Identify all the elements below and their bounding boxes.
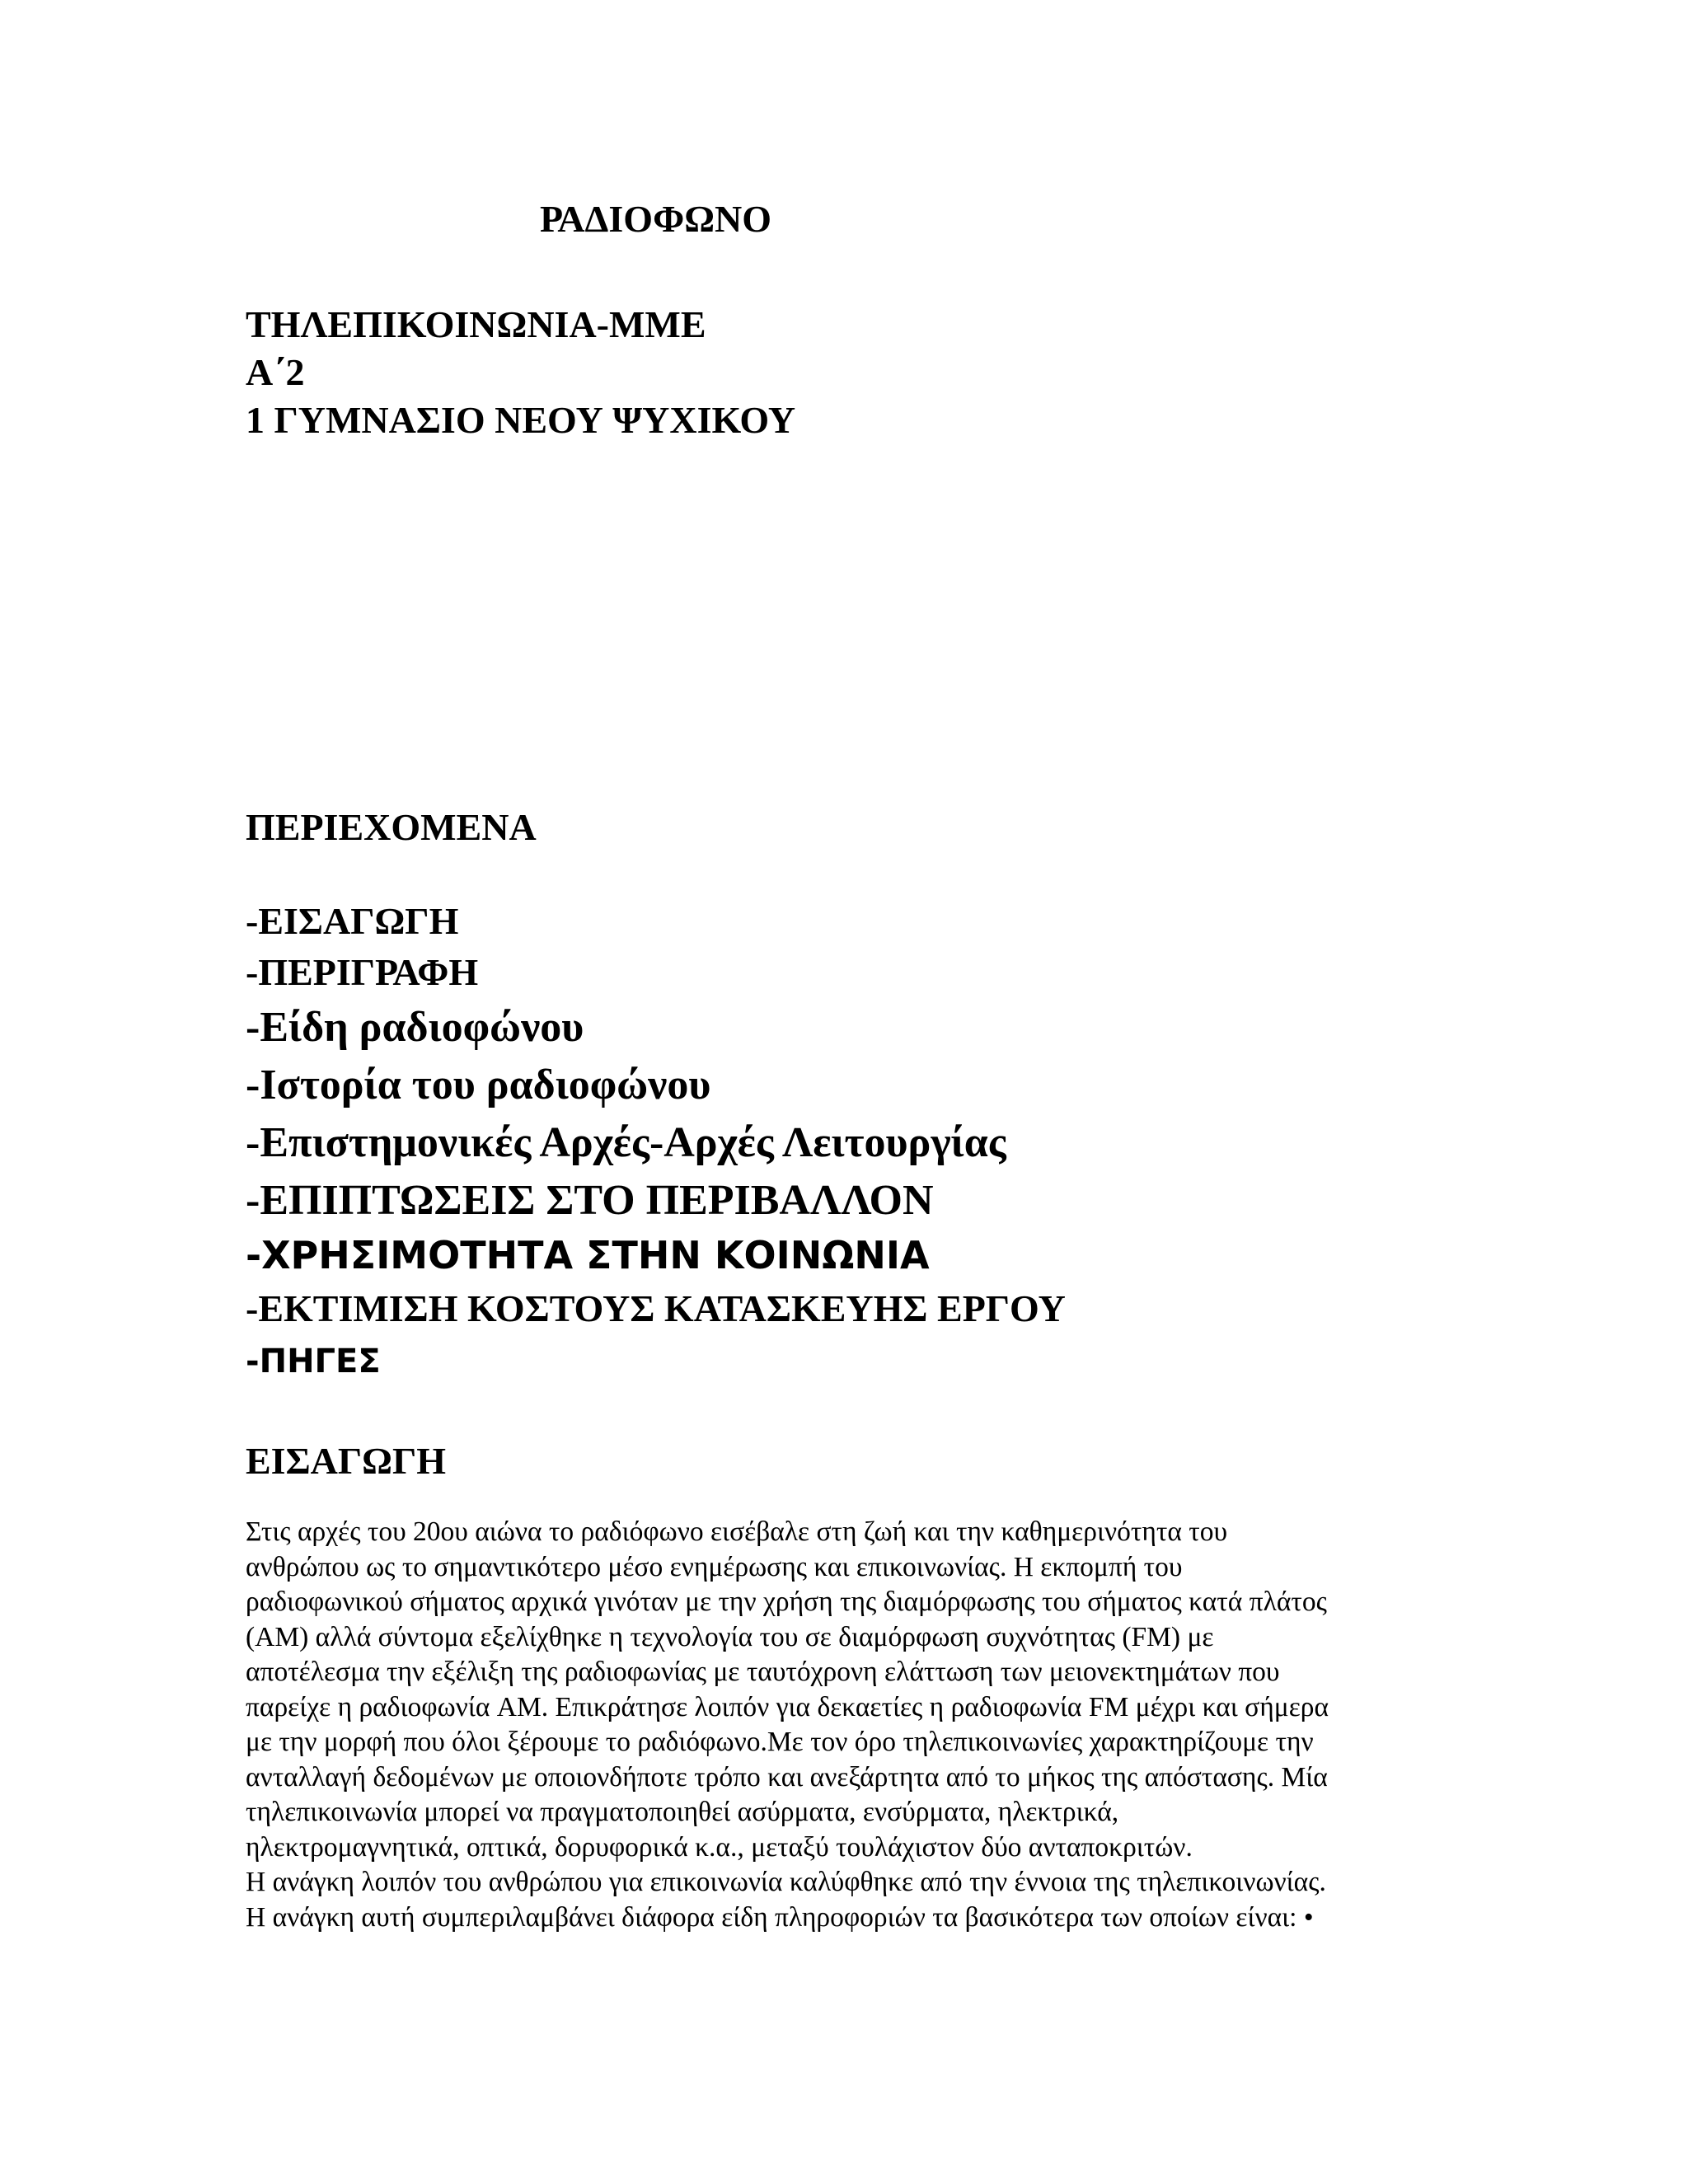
- toc-item-description: -ΠΕΡΙΓΡΑΦΗ: [246, 951, 479, 993]
- paragraph-line: (AM) αλλά σύντομα εξελίχθηκε η τεχνολογία του σε διαμόρφωση συχνότητας (FM) με: [246, 1621, 1214, 1652]
- paragraph-line: ανθρώπου ως το σημαντικότερο μέσο ενημέρωσης και επικοινωνίας. Η εκπομπή του: [246, 1551, 1183, 1582]
- toc-heading: ΠΕΡΙΕΧΟΜΕΝΑ: [246, 806, 537, 848]
- section-heading-introduction: ΕΙΣΑΓΩΓΗ: [246, 1440, 447, 1482]
- paragraph-line: ηλεκτρομαγνητικά, οπτικά, δορυφορικά κ.α., μεταξύ τουλάχιστον δύο ανταποκριτών.: [246, 1831, 1193, 1863]
- paragraph-line: με την μορφή που όλοι ξέρουμε το ραδιόφωνο.Με τον όρο τηλεπικοινωνίες χαρακτηρίζουμε την: [246, 1727, 1314, 1757]
- paragraph-line: Η ανάγκη λοιπόν του ανθρώπου για επικοινωνία καλύφθηκε από την έννοια της τηλεπικοινωνίας.: [246, 1867, 1326, 1897]
- toc-item-environmental-impact: -ΕΠΙΠΤΩΣΕΙΣ ΣΤΟ ΠΕΡΙΒΑΛΛΟΝ: [246, 1177, 934, 1224]
- toc-item-scientific-principles: -Επιστημονικές Αρχές-Αρχές Λειτουργίας: [246, 1119, 1006, 1166]
- toc-item-sources: -ΠΗΓΕΣ: [246, 1343, 381, 1380]
- header-school: 1 ΓΥΜΝΑΣΙΟ ΝΕΟΥ ΨΥΧΙΚΟΥ: [246, 399, 796, 441]
- paragraph-line: Στις αρχές του 20ου αιώνα το ραδιόφωνο εισέβαλε στη ζωή και την καθημερινότητα του: [246, 1516, 1228, 1547]
- toc-item-cost-estimate: -ΕΚΤΙΜΙΣΗ ΚΟΣΤΟΥΣ ΚΑΤΑΣΚΕΥΗΣ ΕΡΓΟΥ: [246, 1287, 1066, 1329]
- toc-item-radio-history: -Ιστορία του ραδιοφώνου: [246, 1062, 711, 1108]
- paragraph-line: παρείχε η ραδιοφωνία AM. Επικράτησε λοιπόν για δεκαετίες η ραδιοφωνία FM μέχρι και σήμερα: [246, 1691, 1329, 1722]
- toc-item-social-usefulness: -ΧΡΗΣΙΜΟΤΗΤΑ ΣΤΗΝ ΚΟΙΝΩΝΙΑ: [246, 1233, 930, 1277]
- paragraph-line: αποτέλεσμα την εξέλιξη της ραδιοφωνίας με ταυτόχρονη ελάττωση των μειονεκτημάτων που: [246, 1657, 1280, 1687]
- toc-item-introduction: -ΕΙΣΑΓΩΓΗ: [246, 900, 459, 942]
- introduction-paragraph: [246, 1515, 1424, 1935]
- paragraph-line: τηλεπικοινωνία μπορεί να πραγματοποιηθεί ασύρματα, ενσύρματα, ηλεκτρικά,: [246, 1797, 1119, 1827]
- header-class: Α΄2: [246, 351, 305, 393]
- paragraph-line: ανταλλαγή δεδομένων με οποιονδήποτε τρόπο και ανεξάρτητα από το μήκος της απόστασης. Μία: [246, 1761, 1328, 1793]
- paragraph-line: ραδιοφωνικού σήματος αρχικά γινόταν με την χρήση της διαμόρφωσης του σήματος κατά πλάτος: [246, 1586, 1327, 1617]
- paragraph-line: Η ανάγκη αυτή συμπεριλαμβάνει διάφορα είδη πληροφοριών τα βασικότερα των οποίων είναι: •: [246, 1901, 1314, 1933]
- toc-item-radio-types: -Είδη ραδιοφώνου: [246, 1004, 584, 1051]
- document-header: [246, 301, 795, 444]
- document-title: ΡΑΔΙΟΦΩΝΟ: [540, 198, 772, 240]
- header-subject: ΤΗΛΕΠΙΚΟΙΝΩΝΙΑ-ΜΜΕ: [246, 303, 706, 345]
